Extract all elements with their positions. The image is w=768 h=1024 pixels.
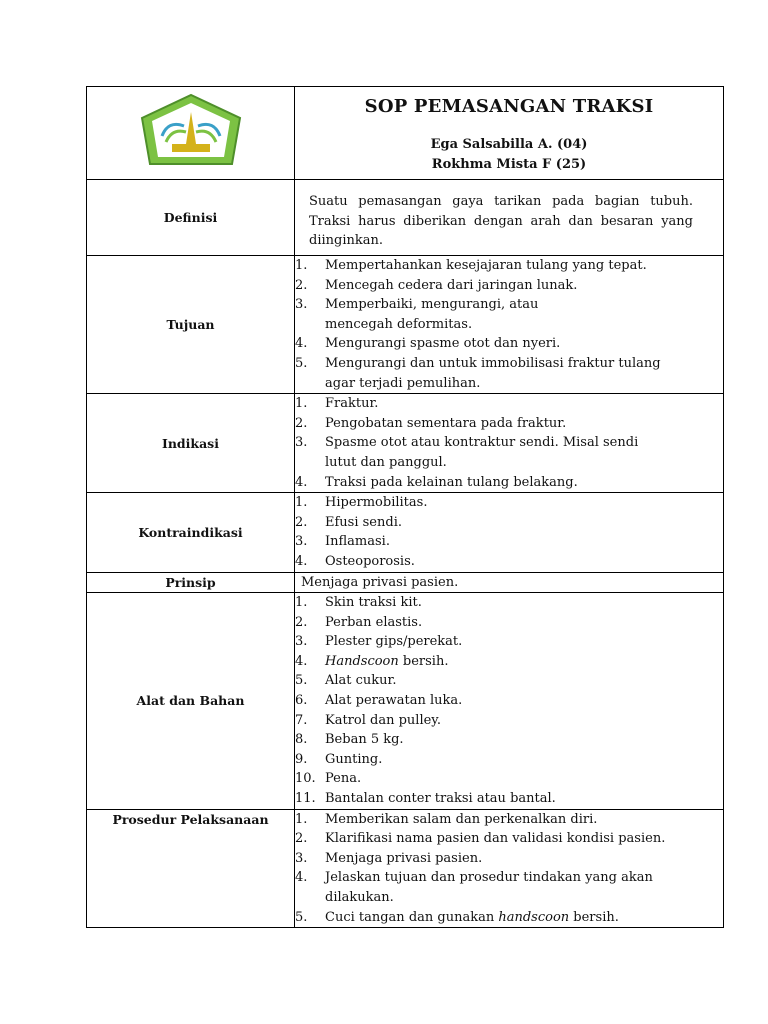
row-prinsip — [87, 572, 724, 593]
row-prosedur — [87, 809, 724, 928]
list-item: 2. Mencegah cedera dari jaringan lunak. — [295, 277, 578, 293]
list-item: 7. Katrol dan pulley. — [295, 712, 442, 728]
sop-table — [86, 86, 724, 928]
kontraindikasi-content — [295, 493, 724, 572]
label-kontraindikasi: Kontraindikasi — [87, 493, 295, 572]
header-row — [87, 87, 724, 180]
kontraindikasi-list — [295, 493, 723, 571]
list-item: 1. Skin traksi kit. — [295, 595, 422, 611]
poltekkes-logo-icon — [132, 92, 250, 174]
list-item: 8. Beban 5 kg. — [295, 732, 404, 748]
list-item: 10. Pena. — [295, 771, 362, 787]
author-1: Ega Salsabilla A. (04) — [430, 136, 588, 152]
row-indikasi — [87, 394, 724, 493]
list-item: 3. Memperbaiki, mengurangi, atau mencegah deformitas. — [295, 297, 539, 332]
label-prinsip: Prinsip — [87, 572, 295, 593]
list-item: 5. Mengurangi dan untuk immobilisasi fraktur tulang agar terjadi pemulihan. — [295, 355, 661, 391]
list-item: 3. Inflamasi. — [295, 534, 390, 550]
list-item: 1. Memberikan salam dan perkenalkan diri. — [295, 811, 598, 827]
logo-cell — [87, 87, 295, 180]
document-title: SOP PEMASANGAN TRAKSI — [364, 95, 654, 117]
tujuan-content — [295, 256, 724, 394]
list-item: 3. Menjaga privasi pasien. — [295, 850, 483, 866]
label-tujuan: Tujuan — [87, 256, 295, 394]
label-definisi: Definisi — [87, 180, 295, 256]
list-item: 5. Cuci tangan dan gunakan handscoon bersih. — [295, 909, 619, 925]
row-kontraindikasi — [87, 493, 724, 572]
list-item: 4. Jelaskan tujuan dan prosedur tindakan yang akan dilakukan. — [295, 870, 653, 905]
list-item: 1. Mempertahankan kesejajaran tulang yang tepat. — [295, 258, 647, 273]
label-indikasi: Indikasi — [87, 394, 295, 493]
prosedur-content — [295, 809, 724, 928]
alat-content — [295, 593, 724, 810]
list-item: 3. Plester gips/perekat. — [295, 634, 463, 650]
list-item: 6. Alat perawatan luka. — [295, 693, 463, 709]
list-item: 4. Handscoon bersih. — [295, 653, 449, 669]
list-item: 5. Alat cukur. — [295, 673, 397, 689]
list-item: 4. Traksi pada kelainan tulang belakang. — [295, 474, 578, 490]
label-prosedur: Prosedur Pelaksanaan — [87, 809, 295, 928]
row-definisi — [87, 180, 724, 256]
list-item: 2. Klarifikasi nama pasien dan validasi kondisi pasien. — [295, 831, 666, 847]
list-item: 11. Bantalan conter traksi atau bantal. — [295, 791, 556, 807]
list-item: 2. Perban elastis. — [295, 614, 423, 630]
indikasi-list — [295, 394, 723, 492]
list-item: 3. Spasme otot atau kontraktur sendi. Misal sendi lutut dan panggul. — [295, 435, 639, 470]
list-item: 1. Fraktur. — [295, 396, 379, 412]
definisi-text: Suatu pemasangan gaya tarikan pada bagian tubuh. Traksi harus diberikan dengan arah dan besaran yang diinginkan. — [295, 180, 724, 256]
prinsip-text: Menjaga privasi pasien. — [295, 572, 724, 593]
indikasi-content — [295, 394, 724, 493]
list-item: 2. Pengobatan sementara pada fraktur. — [295, 415, 567, 431]
tujuan-list — [295, 256, 723, 393]
list-item: 2. Efusi sendi. — [295, 514, 402, 530]
row-alat-bahan — [87, 593, 724, 810]
list-item: 9. Gunting. — [295, 751, 383, 767]
list-item: 1. Hipermobilitas. — [295, 495, 428, 511]
label-alat-bahan: Alat dan Bahan — [87, 593, 295, 810]
author-2: Rokhma Mista F (25) — [431, 156, 587, 172]
prosedur-list — [295, 810, 723, 928]
list-item: 4. Osteoporosis. — [295, 553, 415, 569]
list-item: 4. Mengurangi spasme otot dan nyeri. — [295, 336, 561, 352]
title-cell — [295, 87, 724, 180]
row-tujuan — [87, 256, 724, 394]
alat-list — [295, 593, 723, 809]
